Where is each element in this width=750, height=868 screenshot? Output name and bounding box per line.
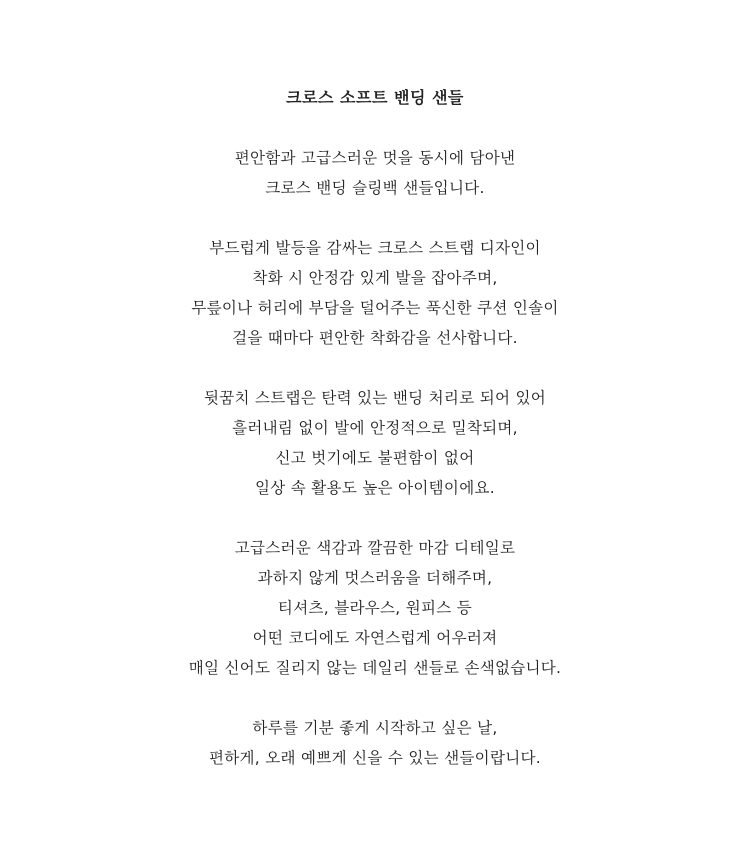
text-line: 고급스러운 색감과 깔끔한 마감 디테일로	[234, 539, 516, 557]
text-line: 크로스 밴딩 슬링백 샌들입니다.	[265, 179, 485, 197]
text-line: 편안함과 고급스러운 멋을 동시에 담아낸	[234, 149, 516, 167]
text-line: 어떤 코디에도 자연스럽게 어우러져	[252, 629, 498, 647]
text-line: 과하지 않게 멋스러움을 더해주며,	[257, 569, 493, 587]
text-line: 티셔츠, 블라우스, 원피스 등	[277, 599, 473, 617]
text-line: 신고 벗기에도 불편함이 없어	[275, 449, 475, 467]
product-title: 크로스 소프트 밴딩 샌들	[286, 88, 464, 107]
paragraph-design	[0, 233, 750, 353]
paragraph-closing	[0, 713, 750, 773]
text-line: 일상 속 활용도 높은 아이템이에요.	[255, 479, 495, 497]
text-line: 착화 시 안정감 있게 발을 잡아주며,	[252, 269, 498, 287]
text-line: 흘러내림 없이 발에 안정적으로 밀착되며,	[232, 419, 518, 437]
text-line: 걸을 때마다 편안한 착화감을 선사합니다.	[232, 329, 518, 347]
paragraph-styling	[0, 533, 750, 683]
text-line: 하루를 기분 좋게 시작하고 싶은 날,	[252, 719, 498, 737]
paragraph-intro	[0, 143, 750, 203]
text-line: 매일 신어도 질리지 않는 데일리 샌들로 손색없습니다.	[188, 659, 562, 677]
text-line: 무릎이나 허리에 부담을 덜어주는 푹신한 쿠션 인솔이	[191, 299, 559, 317]
text-line: 뒷꿈치 스트랩은 탄력 있는 밴딩 처리로 되어 있어	[203, 389, 547, 407]
text-line: 편하게, 오래 예쁘게 신을 수 있는 샌들이랍니다.	[208, 749, 541, 767]
paragraph-strap	[0, 383, 750, 503]
text-line: 부드럽게 발등을 감싸는 크로스 스트랩 디자인이	[209, 239, 541, 257]
